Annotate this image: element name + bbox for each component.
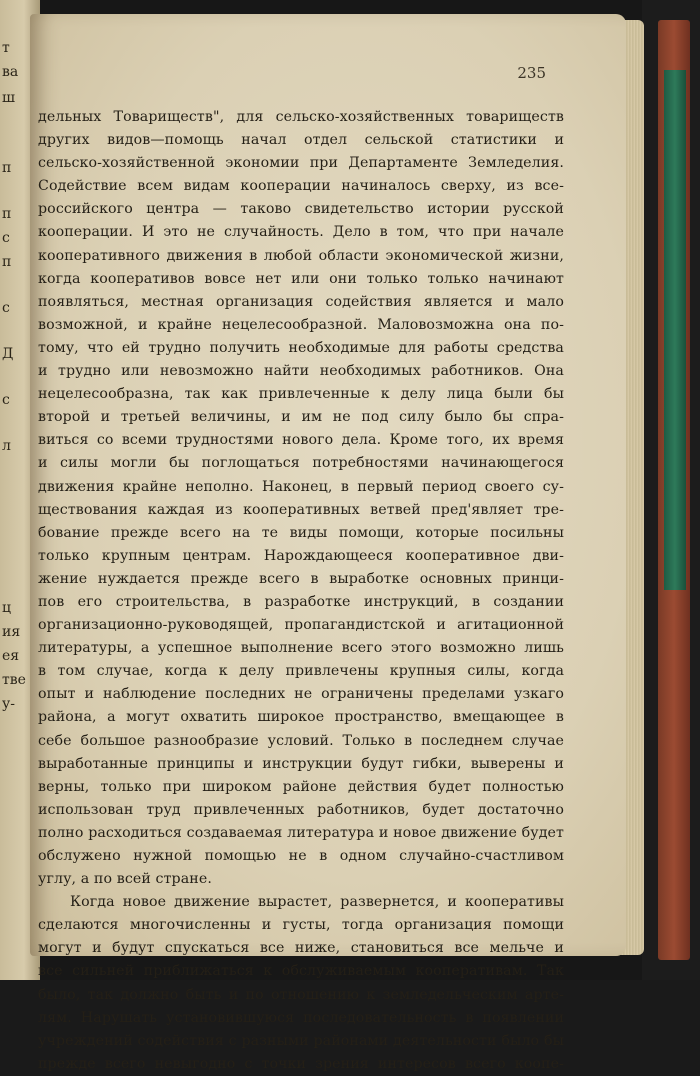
left-page-fragment: с bbox=[2, 392, 10, 408]
text-line: кооперативного движения в любой области экономической жизни, bbox=[38, 247, 564, 264]
text-line: выработанные принципы и инструкции будут гибки, выверены и bbox=[38, 755, 564, 772]
text-line: себе большое разнообразие условий. Только в последнем случае bbox=[38, 732, 564, 749]
text-line: литературы, а успешное выполнение всего этого возможно лишь bbox=[38, 640, 564, 657]
text-line: верны, только при широком районе действия будет полностью bbox=[38, 778, 564, 795]
left-page-fragment: тве bbox=[2, 672, 26, 688]
text-line: нецелесообразна, так как привлеченные к делу лица были бы bbox=[38, 386, 564, 403]
text-line: лям. Нарушать установившуюся последовательность в появлении bbox=[38, 1009, 564, 1026]
left-page-fragment: т bbox=[2, 40, 10, 56]
left-page-fragment: ва bbox=[2, 64, 19, 80]
text-line: второй и третьей величины, и им не под силу было бы спра- bbox=[38, 409, 564, 426]
text-line: только крупным центрам. Нарождающееся кооперативное дви- bbox=[38, 547, 564, 564]
text-line: ществования каждая из кооперативных ветвей пред'являет тре- bbox=[38, 501, 564, 518]
text-line: было, так должно быть и по отношению к земледельческим арте- bbox=[38, 986, 564, 1003]
book-page bbox=[30, 14, 626, 1072]
left-page-fragment: п bbox=[2, 206, 12, 222]
text-line: российского центра — таково свидетельство истории русской bbox=[38, 201, 564, 218]
text-line: опыт и наблюдение последних не ограничены пределами узкаго bbox=[38, 686, 564, 703]
text-line: углу, а по всей стране. bbox=[38, 871, 212, 888]
text-line: использован труд привлеченных работников, будет достаточно bbox=[38, 801, 564, 818]
left-page-fragment: у- bbox=[2, 696, 15, 712]
left-page-fragment: ея bbox=[2, 648, 20, 664]
left-page-fragment: ц bbox=[2, 600, 12, 616]
text-line: Когда новое движение вырастет, развернется, и кооперативы bbox=[70, 894, 564, 911]
text-line: и трудно или невозможно найти необходимых работников. Она bbox=[38, 363, 564, 380]
text-line: виться со всеми трудностями нового дела. Кроме того, их время bbox=[38, 432, 564, 449]
text-line: и силы могли бы поглощаться потребностями начинающегося bbox=[38, 455, 564, 472]
left-page-fragment: л bbox=[2, 438, 11, 454]
text-line: могут и будут спускаться все ниже, становиться все мельче и bbox=[38, 940, 564, 957]
text-line: сельско-хозяйственной экономии при Департаменте Земледелия. bbox=[38, 155, 564, 172]
page-number: 235 bbox=[517, 64, 546, 82]
text-line: когда кооперативов вовсе нет или они только только начинают bbox=[38, 270, 564, 287]
text-line: возможной, и крайне нецелесообразной. Маловозможна она по- bbox=[38, 316, 564, 333]
text-line: Содействие всем видам кооперации начиналось сверху, из все- bbox=[38, 178, 564, 195]
text-line: движения крайне неполно. Наконец, в первый период своего су- bbox=[38, 478, 564, 495]
text-line: учреждений содействия с разными районами деятельности было бы bbox=[38, 1032, 564, 1049]
text-line: сделаются многочисленны и густы, тогда организация помощи bbox=[38, 917, 564, 934]
green-cloth-panel bbox=[664, 70, 686, 590]
left-page-fragment: с bbox=[2, 300, 10, 316]
text-line: в том случае, когда к делу привлечены крупныя силы, когда bbox=[38, 663, 564, 680]
text-line: района, а могут охватить широкое пространство, вмещающее в bbox=[38, 709, 564, 726]
text-line: все сильней приближаться к обслуживаемым кооперативам. Так bbox=[38, 963, 564, 980]
text-line: дельных Товариществ", для сельско-хозяйственных товариществ bbox=[38, 109, 564, 125]
text-line: жение нуждается прежде всего в выработке основных принци- bbox=[38, 570, 564, 587]
text-line: других видов—помощь начал отдел сельской статистики и bbox=[38, 132, 564, 149]
text-line: кооперации. И это не случайность. Дело в том, что при начале bbox=[38, 224, 564, 241]
left-page-fragment: с bbox=[2, 230, 10, 246]
left-page-fragment: п bbox=[2, 254, 12, 270]
text-line: обслужено нужной помощью не в одном случайно-счастливом bbox=[38, 848, 564, 864]
text-line: появляться, местная организация содействия является и мало bbox=[38, 293, 564, 310]
book-cover-edge bbox=[642, 0, 700, 980]
left-page-fragment: Д bbox=[2, 346, 14, 362]
text-line: тому, что ей трудно получить необходимые для работы средства bbox=[38, 339, 564, 356]
left-page-fragment: ия bbox=[2, 624, 21, 640]
text-line: бование прежде всего на те виды помощи, которые посильны bbox=[38, 524, 564, 541]
text-line: прежде всего невыгодно с точки зрения интересов всего коопе- bbox=[38, 1055, 564, 1072]
text-line: пов его строительства, в разработке инструкций, в создании bbox=[38, 593, 564, 610]
left-page-fragment: ш bbox=[2, 90, 16, 106]
text-line: организационно-руководящей, пропагандистской и агитационной bbox=[38, 617, 564, 634]
left-page-fragment: п bbox=[2, 160, 12, 176]
page-body-text bbox=[38, 106, 564, 1076]
text-line: полно расходиться создаваемая литература и новое движение будет bbox=[38, 824, 564, 841]
